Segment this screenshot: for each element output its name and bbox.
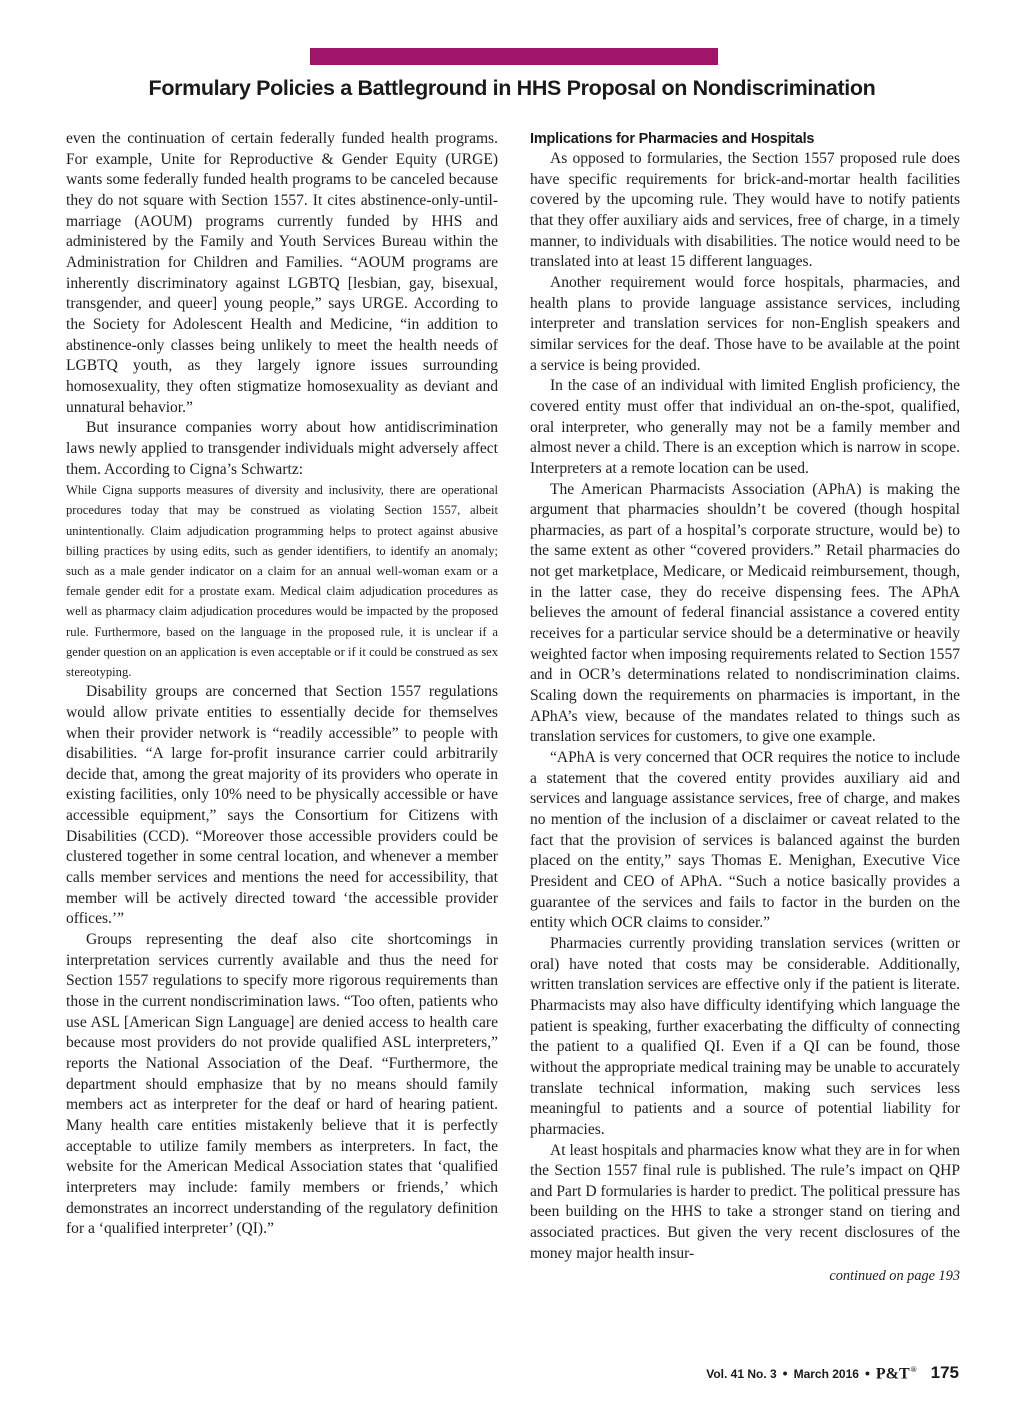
date-label: March 2016 (793, 1367, 859, 1381)
paragraph: “APhA is very concerned that OCR requires the notice to include a statement that the covered entity provides auxiliary aid and services and language assistance services, free of charge, and makes no mention of the inclusion of a disclaimer or caveat related to the fact that the provision of services is balanced against the burden placed on the entity,” says Thomas E. Menighan, Executive Vice President and CEO of APhA. “Such a notice basically provides a guarantee of the services and fails to factor in the burden on the entity which OCR claims to consider.” (530, 749, 960, 932)
left-column (66, 129, 498, 1240)
paragraph: Groups representing the deaf also cite shortcomings in interpretation services currently available and thus the need for Section 1557 regulations to specify more rigorous requirements than those in the current nondiscrimination laws. “Too often, patients who use ASL [American Sign Language] are denied access to health care because most providers do not provide qualified ASL interpreters,” reports the National Association of the Deaf. “Furthermore, the department should emphasize that by no means should family members act as interpreter for the deaf or hard of hearing patient. Many health care entities mistakenly believe that it is perfectly acceptable to utilize family members as interpreters. In fact, the website for the American Medical Association states that ‘qualified interpreters may include: family members or friends,’ which demonstrates an incorrect understanding of the regulatory definition for a ‘qualified interpreter’ (QI).” (66, 931, 498, 1238)
paragraph: At least hospitals and pharmacies know what they are in for when the Section 1557 final rule is published. The rule’s impact on QHP and Part D formularies is harder to predict. The political pressure has been building on the HHS to take a stronger stand on tiering and associated practices. But given the very recent disclosures of the money major health insur- (530, 1141, 960, 1262)
journal-title: P&T (875, 1365, 910, 1382)
paragraph: Another requirement would force hospitals, pharmacies, and health plans to provide language assistance services, including interpreter and translation services for non-English speakers and similar services for the deaf. Those have to be available at the point a service is being provided. (530, 273, 960, 374)
accent-color-bar (310, 48, 718, 65)
section-subhead: Implications for Pharmacies and Hospitals (530, 131, 815, 147)
continued-note: continued on page 193 (829, 1268, 960, 1285)
right-column (530, 129, 960, 1287)
separator-dot: • (782, 1365, 788, 1381)
separator-dot: • (864, 1365, 870, 1381)
page-footer (706, 1363, 959, 1383)
paragraph: As opposed to formularies, the Section 1557 proposed rule does have specific requirements for brick-and-mortar health facilities covered by the upcoming rule. They would have to notify patients that they offer auxiliary aids and services, free of charge, in a timely manner, to individuals with disabilities. The notice would need to be translated into at least 15 different languages. (530, 150, 960, 271)
page-number: 175 (930, 1363, 959, 1382)
article-headline: Formulary Policies a Battleground in HHS Proposal on Nondiscrimination (148, 76, 876, 100)
block-quote: While Cigna supports measures of diversity and inclusivity, there are operational procedures today that may be construed as violating Section 1557, albeit unintentionally. Claim adjudication programming helps to protect against abusive billing practices by using edits, such as gender identifiers, to identify an anomaly; such as a male gender indicator on a claim for an annual well-woman exam or a female gender edit for a prostate exam. Medical claim adjudication procedures as well as pharmacy claim adjudication procedures would be impacted by the proposed rule. Furthermore, based on the language in the proposed rule, it is unclear if a gender question on an application is even acceptable or if it could be construed as sex stereotyping. (66, 483, 498, 679)
paragraph: In the case of an individual with limited English proficiency, the covered entity must offer that individual an on-the-spot, qualified, oral interpreter, who generally may not be a family member and almost never a child. There is an exception which is narrow in scope. Interpreters at a remote location can be used. (530, 377, 960, 477)
paragraph: The American Pharmacists Association (APhA) is making the argument that pharmacies shouldn’t be covered (though hospital pharmacies, as part of a hospital’s corporate structure, would be) to the same extent as other “covered providers.” Retail pharmacies do not get marketplace, Medicare, or Medicaid reimbursement, though, in the latter case, they do receive dispensing fees. The APhA believes the amount of federal financial assistance a covered entity receives for a particular service should be a determinative or heavily weighted factor when imposing requirements related to Section 1557 and in OCR’s determinations related to nondiscrimination claims. Scaling down the requirements on pharmacies is important, in the APhA’s view, because of the mandates related to things such as translation services for customers, to give one example. (530, 480, 960, 746)
registered-mark: ® (910, 1364, 917, 1374)
issue-label: Vol. 41 No. 3 (706, 1367, 777, 1381)
paragraph: But insurance companies worry about how antidiscrimination laws newly applied to transgender individuals might adversely affect them. According to Cigna’s Schwartz: (66, 419, 498, 478)
paragraph: Pharmacies currently providing translation services (written or oral) have noted that costs may be considerable. Additionally, written translation services are effective only if the patient is literate. Pharmacists may also have difficulty identifying which language the patient is speaking, further exacerbating the difficulty of connecting the patient to a qualified QI. Even if a QI can be found, those without the appropriate medical training may be unable to accurately translate technical information, making such services less meaningful to patients and a source of potential liability for pharmacies. (530, 934, 960, 1138)
journal-name (876, 1365, 917, 1383)
paragraph: Disability groups are concerned that Section 1557 regulations would allow private entities to essentially decide for themselves when their provider network is “readily accessible” to people with disabilities. “A large for-profit insurance carrier could arbitrarily decide that, among the great majority of its providers who operate in existing facilities, only 10% need to be physically accessible or have accessible equipment,” says the Consortium for Citizens with Disabilities (CCD). “Moreover those accessible providers could be clustered together in some central location, and whenever a member calls member services and mentions the need for accessibility, that member will be actively directed toward ‘the accessible provider offices.’” (66, 683, 498, 928)
paragraph: even the continuation of certain federally funded health programs. For example, Unite for Reproductive & Gender Equity (URGE) wants some federally funded health programs to be canceled because they do not square with Section 1557. It cites abstinence-only-until-marriage (AOUM) programs currently funded by HHS and administered by the Family and Youth Services Bureau within the Administration for Children and Families. “AOUM programs are inherently discriminatory against LGBTQ [lesbian, gay, bisexual, transgender, and queer] young people,” says URGE. According to the Society for Adolescent Health and Medicine, “in addition to abstinence-only classes being unlikely to meet the health needs of LGBTQ youth, as they largely ignore issues surrounding homosexuality, they often stigmatize homosexuality as deviant and unnatural behavior.” (66, 130, 498, 416)
